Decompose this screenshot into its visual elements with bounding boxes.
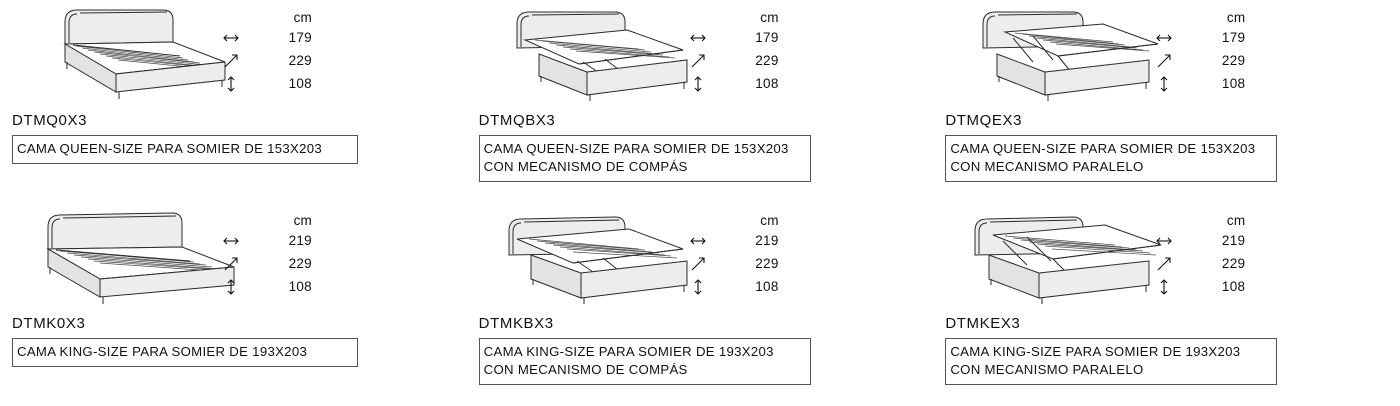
height-value: 108: [288, 76, 312, 91]
length-value: 229: [288, 53, 312, 68]
bed-drawing-lift: [487, 2, 707, 107]
unit-label: cm: [293, 10, 312, 25]
unit-label: cm: [293, 213, 312, 228]
product-description: CAMA KING-SIZE PARA SOMIER DE 193X203 CON MECANISMO DE COMPÁS: [479, 338, 811, 385]
figure-row: [0, 0, 467, 112]
dimension-height: [689, 277, 809, 296]
dimension-height: [222, 74, 342, 93]
height-value: 108: [1221, 279, 1246, 294]
length-value: 229: [288, 256, 312, 271]
diagonal-arrow-icon: [689, 52, 707, 70]
dimension-length: [222, 51, 342, 70]
dimension-width: [222, 28, 342, 47]
dimension-height: [222, 277, 342, 296]
product-card-4: [0, 203, 467, 406]
product-description: CAMA QUEEN-SIZE PARA SOMIER DE 153X203 CON MECANISMO PARALELO: [945, 135, 1277, 182]
unit-label: cm: [1226, 10, 1246, 25]
double-arrow-vertical-icon: [689, 278, 707, 296]
dimension-length: [689, 254, 809, 273]
product-description: CAMA KING-SIZE PARA SOMIER DE 193X203 CON MECANISMO PARALELO: [945, 338, 1277, 385]
length-value: 229: [1221, 53, 1246, 68]
double-arrow-horizontal-icon: [1155, 232, 1173, 250]
width-value: 219: [755, 233, 779, 248]
dimensions-block: [222, 10, 342, 97]
bed-drawing-parallel: [953, 2, 1173, 107]
product-card-6: [933, 203, 1400, 406]
dimension-width: [222, 231, 342, 250]
double-arrow-horizontal-icon: [689, 232, 707, 250]
double-arrow-vertical-icon: [222, 278, 240, 296]
double-arrow-horizontal-icon: [1155, 29, 1173, 47]
length-value: 229: [755, 53, 779, 68]
double-arrow-horizontal-icon: [222, 232, 240, 250]
diagonal-arrow-icon: [222, 255, 240, 273]
figure-row: [933, 0, 1400, 112]
height-value: 108: [755, 279, 779, 294]
dimensions-block: [1155, 213, 1275, 300]
figure-row: [0, 203, 467, 315]
width-value: 219: [288, 233, 312, 248]
double-arrow-horizontal-icon: [689, 29, 707, 47]
diagonal-arrow-icon: [1155, 255, 1173, 273]
bed-drawing-lift: [487, 205, 707, 310]
height-value: 108: [755, 76, 779, 91]
diagonal-arrow-icon: [689, 255, 707, 273]
dimension-length: [689, 51, 809, 70]
dimension-width: [689, 28, 809, 47]
product-description: CAMA QUEEN-SIZE PARA SOMIER DE 153X203 CON MECANISMO DE COMPÁS: [479, 135, 811, 182]
product-card-2: [467, 0, 934, 203]
unit-label: cm: [760, 213, 779, 228]
dimensions-block: [689, 213, 809, 300]
bed-drawing-plain: [20, 2, 240, 107]
double-arrow-vertical-icon: [222, 75, 240, 93]
product-description: CAMA QUEEN-SIZE PARA SOMIER DE 153X203: [12, 135, 358, 164]
double-arrow-vertical-icon: [689, 75, 707, 93]
diagonal-arrow-icon: [1155, 52, 1173, 70]
bed-drawing-parallel: [953, 205, 1173, 310]
length-value: 229: [755, 256, 779, 271]
width-value: 219: [1221, 233, 1246, 248]
diagonal-arrow-icon: [222, 52, 240, 70]
product-code: DTMQ0X3: [12, 112, 88, 129]
figure-row: [467, 0, 934, 112]
unit-label: cm: [1226, 213, 1246, 228]
dimensions-block: [689, 10, 809, 97]
dimension-length: [1155, 51, 1275, 70]
product-card-1: [0, 0, 467, 203]
figure-row: [467, 203, 934, 315]
length-value: 229: [1221, 256, 1246, 271]
dimension-length: [1155, 254, 1275, 273]
product-code: DTMKEX3: [945, 315, 1021, 332]
width-value: 179: [1221, 30, 1246, 45]
dimensions-block: [222, 213, 342, 300]
product-code: DTMK0X3: [12, 315, 86, 332]
double-arrow-horizontal-icon: [222, 29, 240, 47]
product-card-3: [933, 0, 1400, 203]
dimension-width: [1155, 231, 1275, 250]
dimension-height: [1155, 277, 1275, 296]
dimension-length: [222, 254, 342, 273]
dimension-height: [689, 74, 809, 93]
dimension-width: [689, 231, 809, 250]
product-code: DTMKBX3: [478, 315, 554, 332]
product-code: DTMQBX3: [478, 112, 556, 129]
figure-row: [933, 203, 1400, 315]
width-value: 179: [755, 30, 779, 45]
dimension-height: [1155, 74, 1275, 93]
double-arrow-vertical-icon: [1155, 75, 1173, 93]
double-arrow-vertical-icon: [1155, 278, 1173, 296]
product-card-5: [467, 203, 934, 406]
dimensions-block: [1155, 10, 1275, 97]
product-code: DTMQEX3: [945, 112, 1023, 129]
height-value: 108: [288, 279, 312, 294]
width-value: 179: [288, 30, 312, 45]
height-value: 108: [1221, 76, 1246, 91]
bed-drawing-plain: [20, 205, 240, 310]
dimension-width: [1155, 28, 1275, 47]
unit-label: cm: [760, 10, 779, 25]
product-description: CAMA KING-SIZE PARA SOMIER DE 193X203: [12, 338, 358, 367]
